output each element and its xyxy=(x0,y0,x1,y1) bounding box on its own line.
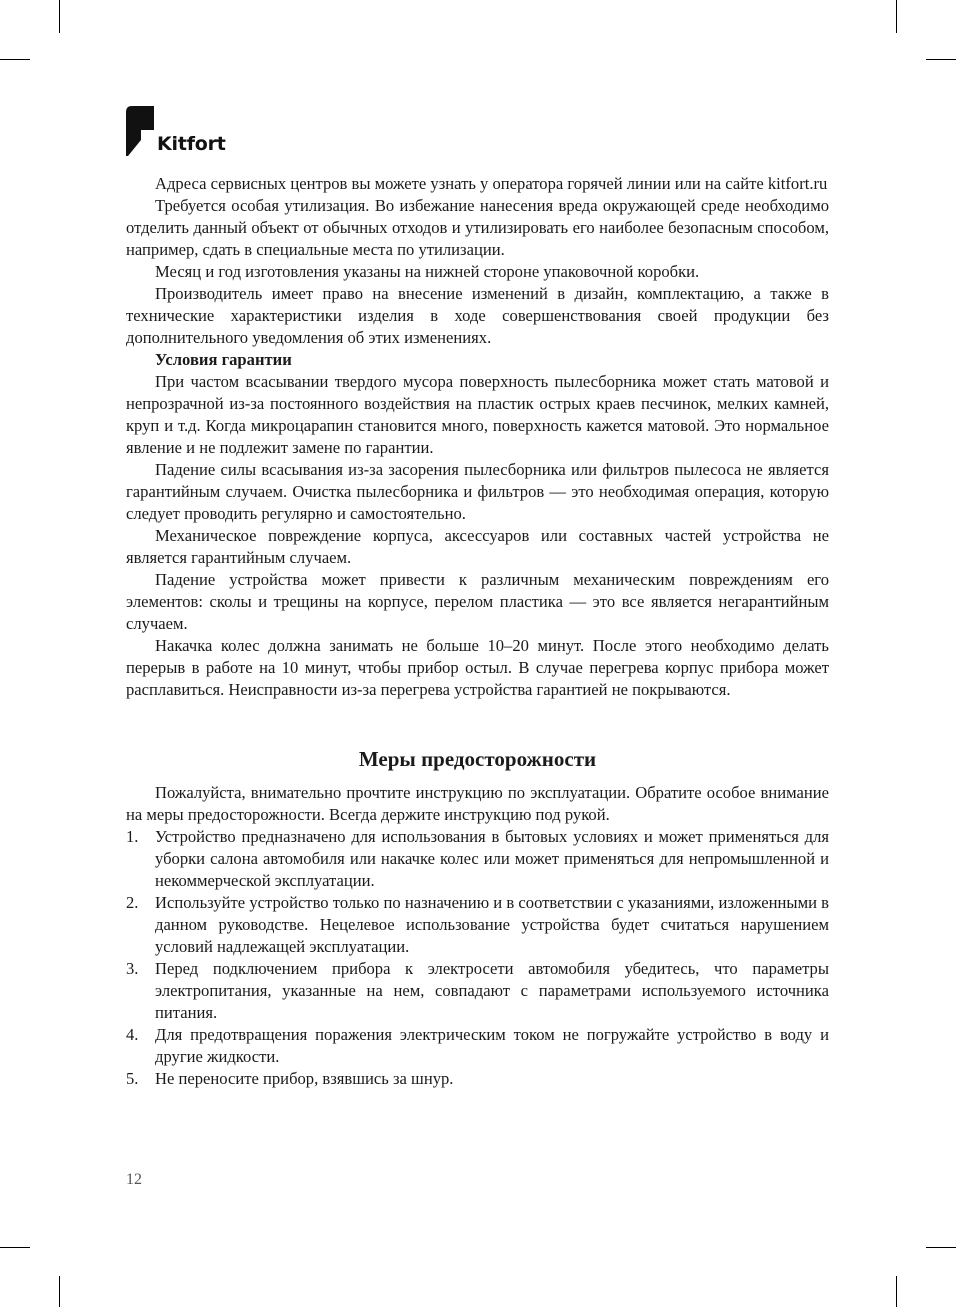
brand-name: Kitfort xyxy=(157,133,226,155)
paragraph: Пожалуйста, внимательно прочтите инструкцию по эксплуатации. Обратите особое внимание на меры предосторожности. Всегда держите инструкцию под рукой. xyxy=(126,783,829,824)
paragraph: При частом всасывании твердого мусора поверхность пылесборника может стать матовой и непрозрачной из-за постоянного воздействия на пластик острых краев песчинок, мелких камней, круп и т.д. Когда микроцарапин становится много, поверхность кажется матовой. Это нормальное явление и не подлежит замене по гарантии. xyxy=(126,372,829,457)
list-number: 3. xyxy=(126,959,139,978)
list-item xyxy=(126,958,829,1024)
list-number: 5. xyxy=(126,1069,139,1088)
section-title: Меры предосторожности xyxy=(358,747,597,771)
paragraph: Накачка колес должна занимать не больше 10–20 минут. После этого необходимо делать перерыв в работе на 10 минут, чтобы прибор остыл. В случае перегрева корпус прибора может расплавиться. Неисправности из-за перегрева устройства гарантией не покрываются. xyxy=(126,636,829,699)
paragraph: Производитель имеет право на внесение изменений в дизайн, комплектацию, а также в технические характеристики изделия в ходе совершенствования своей продукции без дополнительного уведомления об этих изменениях. xyxy=(126,284,829,347)
list-item xyxy=(126,1024,829,1068)
paragraph: Падение устройства может привести к различным механическим повреждениям его элементов: сколы и трещины на корпусе, перелом пластика — это все является негарантийным случаем. xyxy=(126,570,829,633)
list-item xyxy=(126,892,829,958)
brand-logo xyxy=(126,106,226,156)
crop-mark-bottom-right-v xyxy=(896,1276,897,1307)
paragraph: Падение силы всасывания из-за засорения пылесборника или фильтров пылесоса не является гарантийным случаем. Очистка пылесборника и фильтров — это необходимая операция, которую следует проводить регулярно и самостоятельно. xyxy=(126,460,829,523)
crop-mark-top-right-v xyxy=(896,0,897,33)
crop-mark-top-left-v xyxy=(59,0,60,33)
list-item xyxy=(126,826,829,892)
list-text: Используйте устройство только по назначению и в соответствии с указаниями, изложенными в данном руководстве. Нецелевое использование устройства будет считаться нарушением условий надлежащей эксплуатации. xyxy=(155,893,829,956)
list-number: 2. xyxy=(126,893,139,912)
crop-mark-top-right-h xyxy=(926,59,956,60)
list-text: Для предотвращения поражения электрическим током не погружайте устройство в воду и другие жидкости. xyxy=(155,1025,829,1066)
list-number: 1. xyxy=(126,827,139,846)
list-text: Перед подключением прибора к электросети автомобиля убедитесь, что параметры электропитания, указанные на нем, совпадают с параметрами используемого источника питания. xyxy=(155,959,829,1022)
crop-mark-bottom-left-h xyxy=(0,1247,30,1248)
precautions-list xyxy=(126,826,829,1090)
crop-mark-bottom-right-h xyxy=(926,1247,956,1248)
warranty-heading: Условия гарантии xyxy=(155,350,292,369)
page-number: 12 xyxy=(126,1171,142,1188)
paragraph: Месяц и год изготовления указаны на нижней стороне упаковочной коробки. xyxy=(155,262,700,281)
crop-mark-bottom-left-v xyxy=(59,1276,60,1307)
crop-mark-top-left-h xyxy=(0,59,30,60)
list-number: 4. xyxy=(126,1025,139,1044)
list-item xyxy=(126,1068,829,1090)
paragraph: Требуется особая утилизация. Во избежание нанесения вреда окружающей среде необходимо отделить данный объект от обычных отходов и утилизировать его наиболее безопасным способом, например, сдать в специальные места по утилизации. xyxy=(126,196,829,259)
page-content xyxy=(126,173,829,1090)
paragraph: Адреса сервисных центров вы можете узнать у оператора горячей линии или на сайте kitfort.ru xyxy=(155,174,828,193)
paragraph: Механическое повреждение корпуса, аксессуаров или составных частей устройства не является гарантийным случаем. xyxy=(126,526,829,567)
list-text: Устройство предназначено для использования в бытовых условиях и может применяться для уборки салона автомобиля или накачке колес или может применяться для непромышленной и некоммерческой эксплуатации. xyxy=(155,827,829,890)
kitfort-logo-icon xyxy=(126,106,154,156)
list-text: Не переносите прибор, взявшись за шнур. xyxy=(155,1069,454,1088)
